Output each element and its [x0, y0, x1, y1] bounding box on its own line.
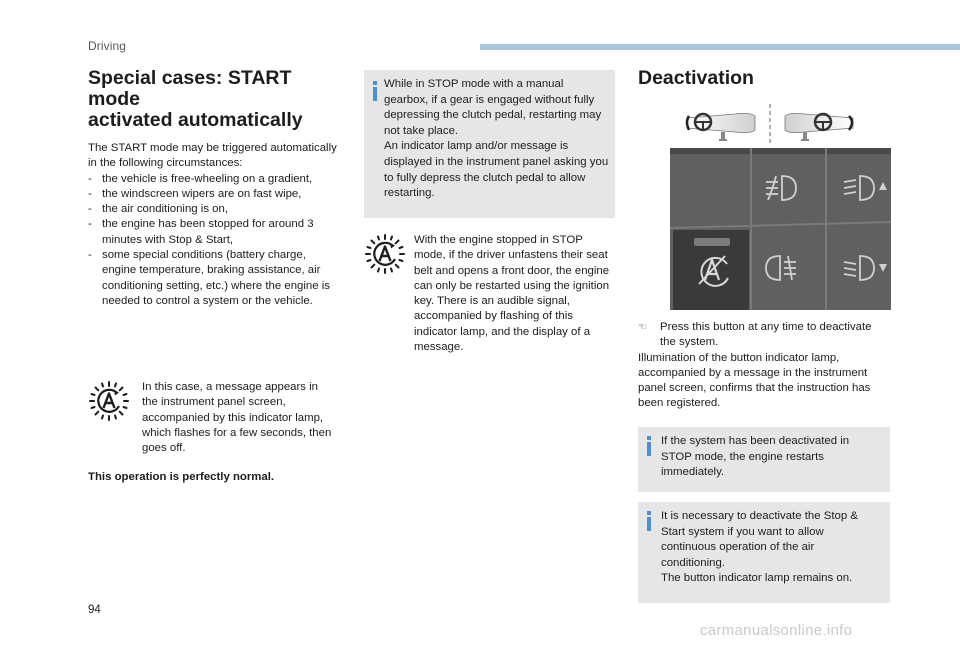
intro-text: The START mode may be triggered automatically in the following circumstances:: [88, 142, 337, 170]
lamp-note-middle: [364, 233, 614, 355]
watermark: carmanualsonline.info: [700, 622, 853, 639]
list-item: - the engine has been stopped for around 3 minutes with Stop & Start,: [88, 217, 343, 248]
info-icon: [370, 81, 380, 101]
press-body: Illumination of the button indicator lamp, accompanied by a message in the instrument panel screen, confirms that the instruction has been registered.: [638, 351, 871, 410]
aircon-info-text: [661, 509, 876, 587]
restart-info-text: If the system has been deactivated in STOP mode, the engine restarts immediately.: [661, 435, 850, 479]
deactivation-title: Deactivation: [638, 67, 754, 89]
start-auto-lamp-icon: [88, 380, 130, 422]
special-cases-column: [88, 68, 343, 309]
steering-wheel-illustration: [685, 104, 855, 148]
clutch-info-paragraph: While in STOP mode with a manual gearbox, if a gear is engaged without fully depressing the clutch pedal, restarting may not take place.: [384, 78, 602, 137]
page-number: 94: [88, 604, 101, 616]
restart-info-box: [638, 427, 890, 492]
title-line-1: Special cases: START mode: [88, 67, 292, 110]
aircon-info-paragraph: The button indicator lamp remains on.: [661, 572, 853, 585]
circumstances-list: [88, 172, 343, 310]
press-line-1: Press this button at any time to deactivate: [660, 321, 872, 333]
lamp-note-text: With the engine stopped in STOP mode, if the driver unfastens their seat belt and opens a front door, the engine can only be restarted using the ignition key. There is an audible signal, accompanied by flashing of this indicator lamp, and the display of a message.: [414, 234, 610, 354]
section-label: Driving: [88, 39, 127, 53]
clutch-info-paragraph: An indicator lamp and/or message is displayed in the instrument panel asking you to fully depress the clutch pedal to allow restarting.: [384, 140, 609, 200]
clutch-info-text: [384, 77, 609, 202]
list-item: - some special conditions (battery charge, engine temperature, braking assistance, air conditioning setting, etc.) where the engine is needed to control a system or the vehicle.: [88, 248, 343, 309]
info-icon: [644, 436, 654, 456]
lamp-note-text: In this case, a message appears in the instrument panel screen, accompanied by this indicator lamp, which flashes for a few seconds, then goes off.: [142, 381, 332, 455]
aircon-info-paragraph: It is necessary to deactivate the Stop & Start system if you want to allow continuous operation of the air conditioning.: [661, 510, 858, 569]
press-arrow-icon: ☜: [638, 322, 647, 333]
control-panel-illustration: [670, 148, 891, 310]
lamp-note-left: [88, 380, 338, 456]
deactivation-instructions: [638, 320, 890, 412]
clutch-info-box: [364, 70, 615, 218]
list-item: - the air conditioning is on,: [88, 202, 343, 217]
press-instruction: [638, 320, 890, 351]
special-cases-title: [88, 68, 343, 131]
aircon-info-box: [638, 502, 890, 603]
normal-operation-note: This operation is perfectly normal.: [88, 471, 275, 483]
title-line-2: activated automatically: [88, 109, 303, 131]
header-bar: [480, 44, 960, 50]
list-item: - the windscreen wipers are on fast wipe,: [88, 187, 343, 202]
start-auto-lamp-icon: [364, 233, 406, 275]
info-icon: [644, 511, 654, 531]
press-line-2: the system.: [660, 336, 719, 349]
list-item: - the vehicle is free-wheeling on a gradient,: [88, 172, 343, 187]
